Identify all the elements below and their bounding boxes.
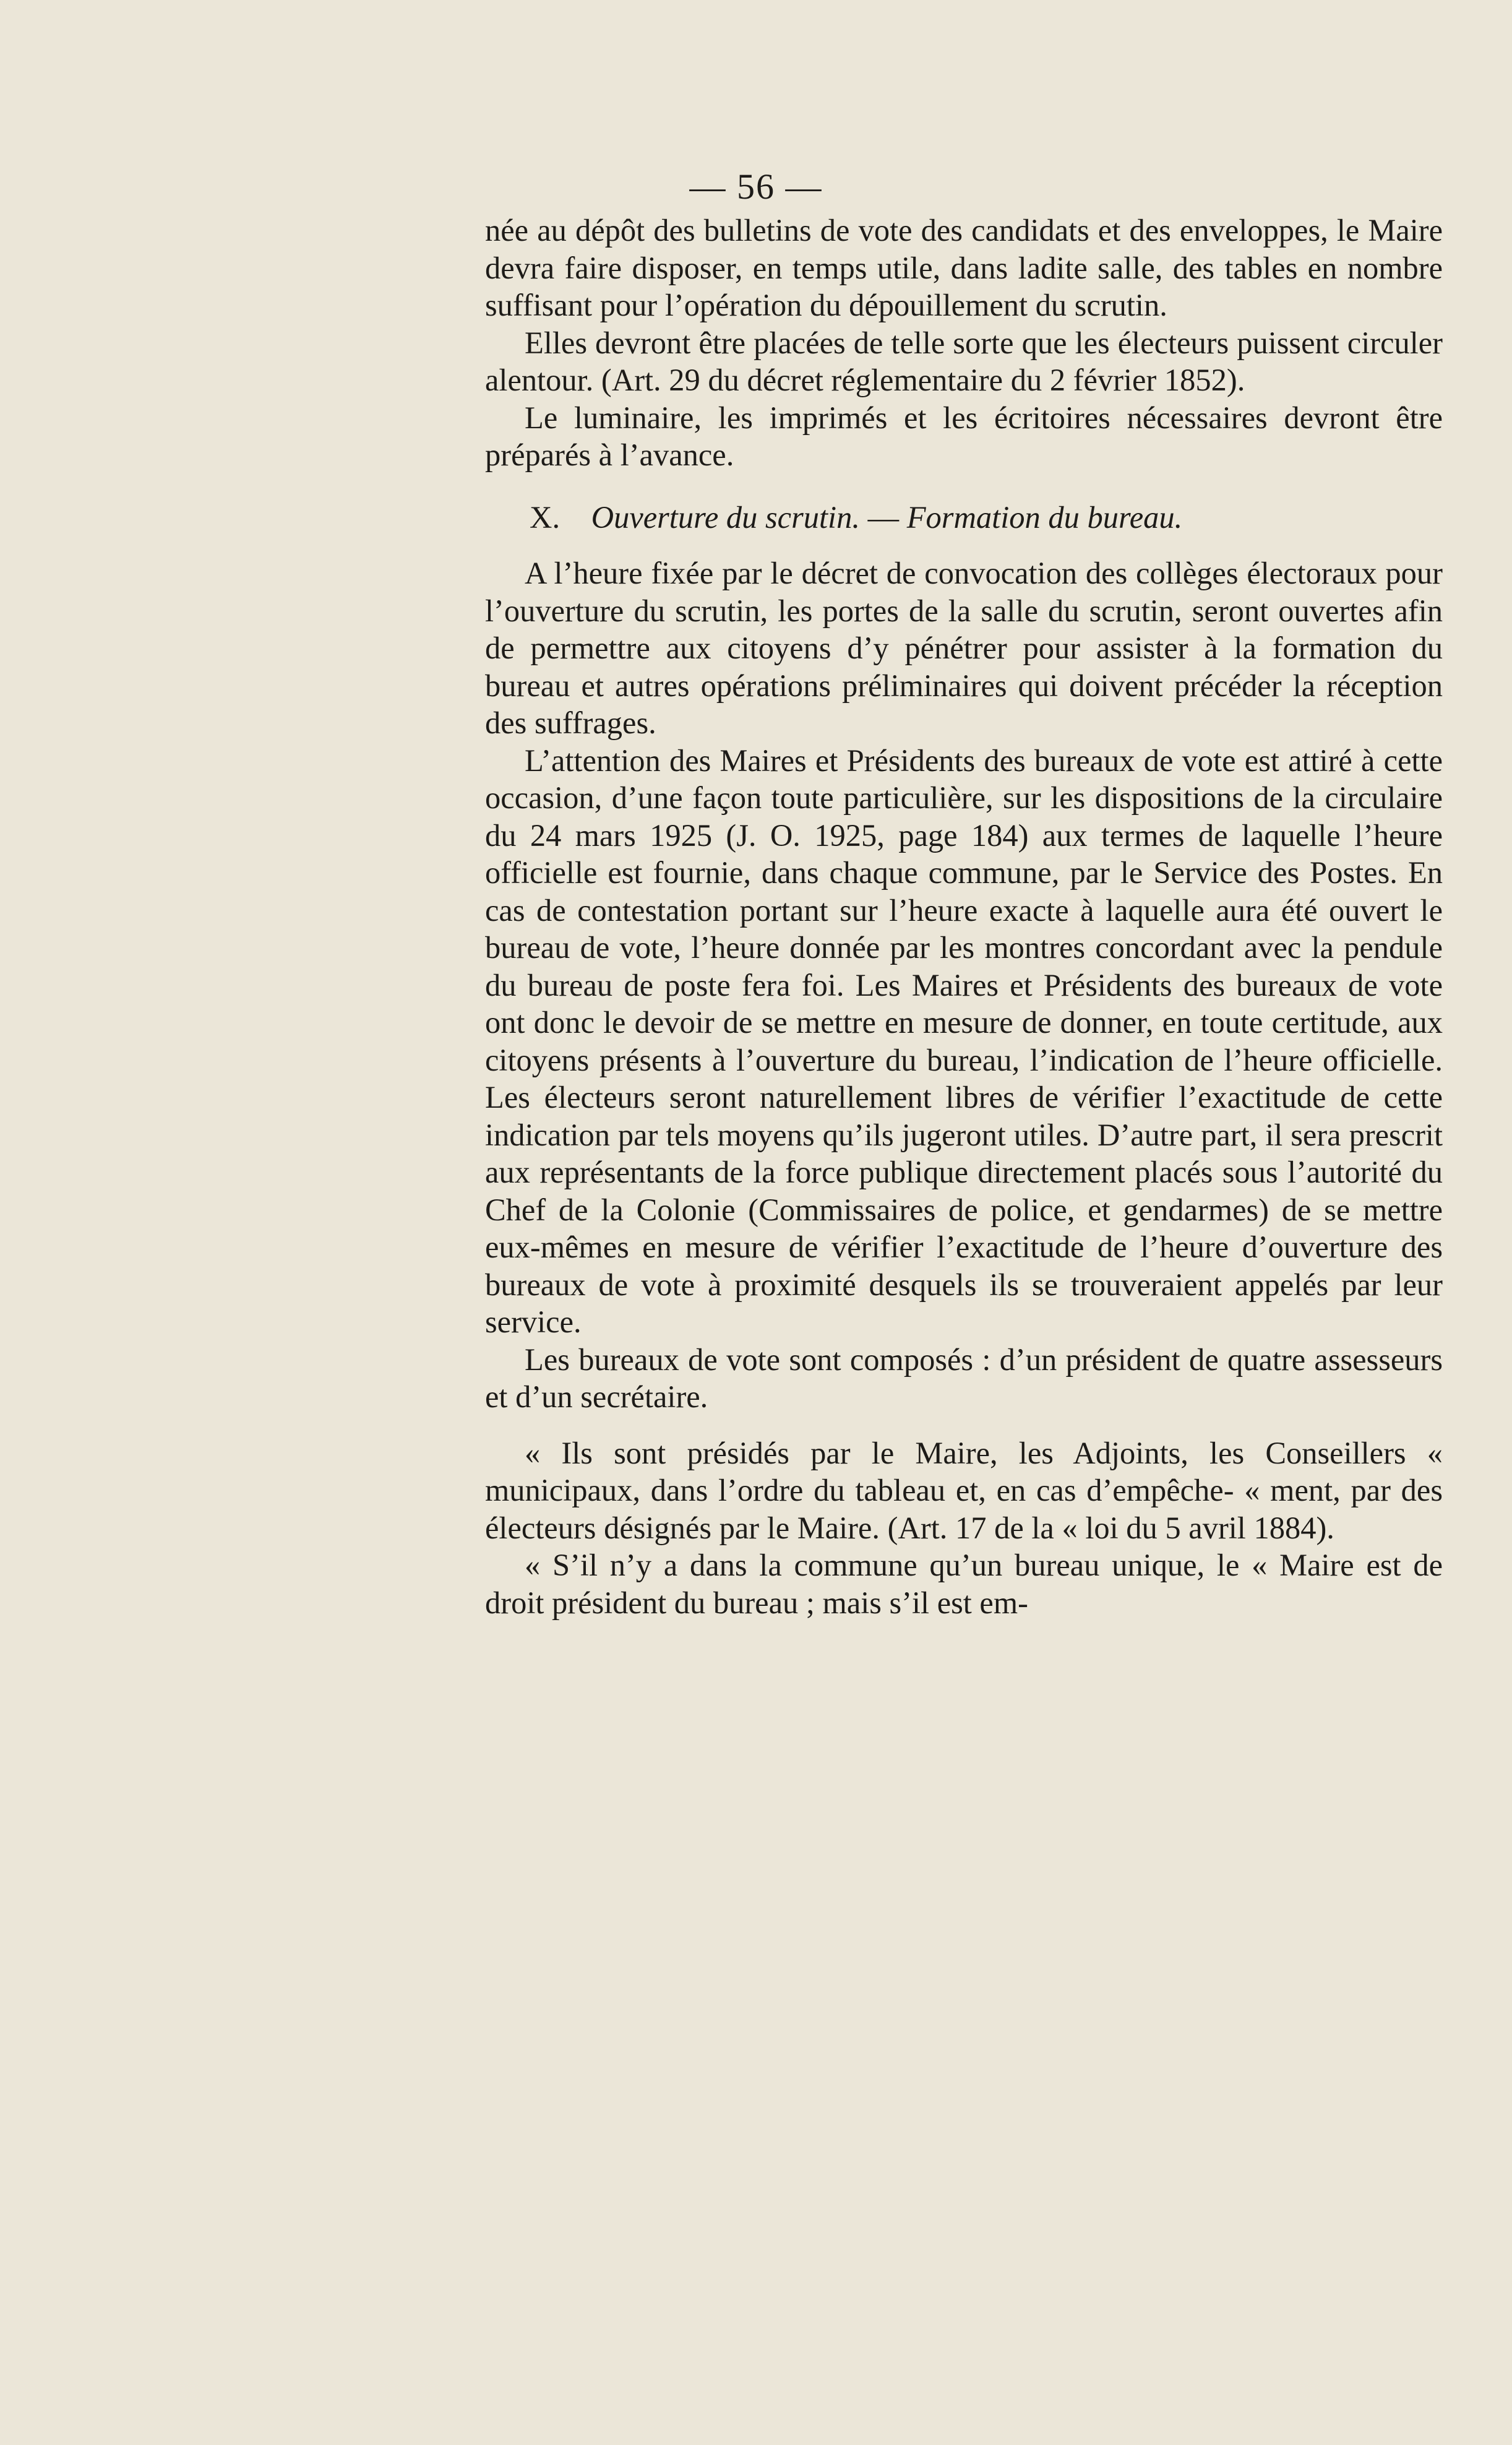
quote-single-bureau: « S’il n’y a dans la commune qu’un bureau unique, le « Maire est de droit président du bureau ; mais s’il est em-	[485, 1548, 1443, 1620]
paragraph-opening-hour: A l’heure fixée par le décret de convocation des collèges électoraux pour l’ouverture du scrutin, les portes de la salle du scrutin, seront ouvertes afin de permettre aux citoyens d’y pénétrer pour assister à la formation du bureau et autres opérations préliminaires qui doivent précéder la réception des suffrages.	[485, 556, 1443, 740]
section-spacer	[485, 474, 1443, 499]
quote-spacer	[485, 1416, 1443, 1434]
text-body	[485, 212, 1443, 1621]
section-spacer	[485, 536, 1443, 554]
paragraph-official-time: L’attention des Maires et Présidents des bureaux de vote est attiré à cette occasion, d’une façon toute particulière, sur les dispositions de la circulaire du 24 mars 1925 (J. O. 1925, page 184) aux termes de laquelle l’heure officielle est fournie, dans chaque commune, par le Service des Postes. En cas de contestation portant sur l’heure exacte à laquelle aura été ouvert le bureau de vote, l’heure donnée par les montres concordant avec la pendule du bureau de poste fera foi. Les Maires et Présidents des bureaux de vote ont donc le devoir de se mettre en mesure de donner, en toute certitude, aux citoyens présents à l’ouverture du bureau, l’indication de l’heure officielle. Les électeurs seront naturellement libres de vérifier l’exactitude de cette indication par tels moyens qu’ils jugeront utiles. D’autre part, il sera prescrit aux représentants de la force publique directement placés sous l’autorité du Chef de la Colonie (Commissaires de police, et gendarmes) de se mettre eux-mêmes en mesure de vérifier l’exactitude de l’heure d’ouverture des bureaux de vote à proximité desquels ils se trouveraient appelés par leur service.	[485, 743, 1443, 1339]
paragraph-luminaire: Le luminaire, les imprimés et les écritoires nécessaires devront être préparés à l’avance.	[485, 400, 1443, 472]
section-title-bureau: Formation du bureau.	[906, 499, 1183, 535]
quote-presidency: « Ils sont présidés par le Maire, les Adjoints, les Conseillers « municipaux, dans l’ordre du tableau et, en cas d’empêche- « ment, par des électeurs désignés par le Maire. (Art. 17 de la « loi du 5 avril 1884).	[485, 1435, 1443, 1545]
section-number: X.	[530, 499, 561, 535]
paragraph-bureau-composition: Les bureaux de vote sont composés : d’un président de quatre assesseurs et d’un secrétaire.	[485, 1342, 1443, 1414]
page-number: — 56 —	[689, 166, 823, 207]
paragraph-tables-placement: Elles devront être placées de telle sorte que les électeurs puissent circuler alentour. (Art. 29 du décret réglementaire du 2 février 1852).	[485, 325, 1443, 397]
paragraph-continuation: née au dépôt des bulletins de vote des candidats et des enveloppes, le Maire devra faire disposer, en temps utile, dans ladite salle, des tables en nombre suffisant pour l’opération du dépouillement du scrutin.	[485, 213, 1443, 322]
section-title-opening: Ouverture du scrutin.	[591, 499, 860, 535]
section-title-separator: —	[867, 499, 900, 535]
section-heading	[485, 499, 1443, 537]
